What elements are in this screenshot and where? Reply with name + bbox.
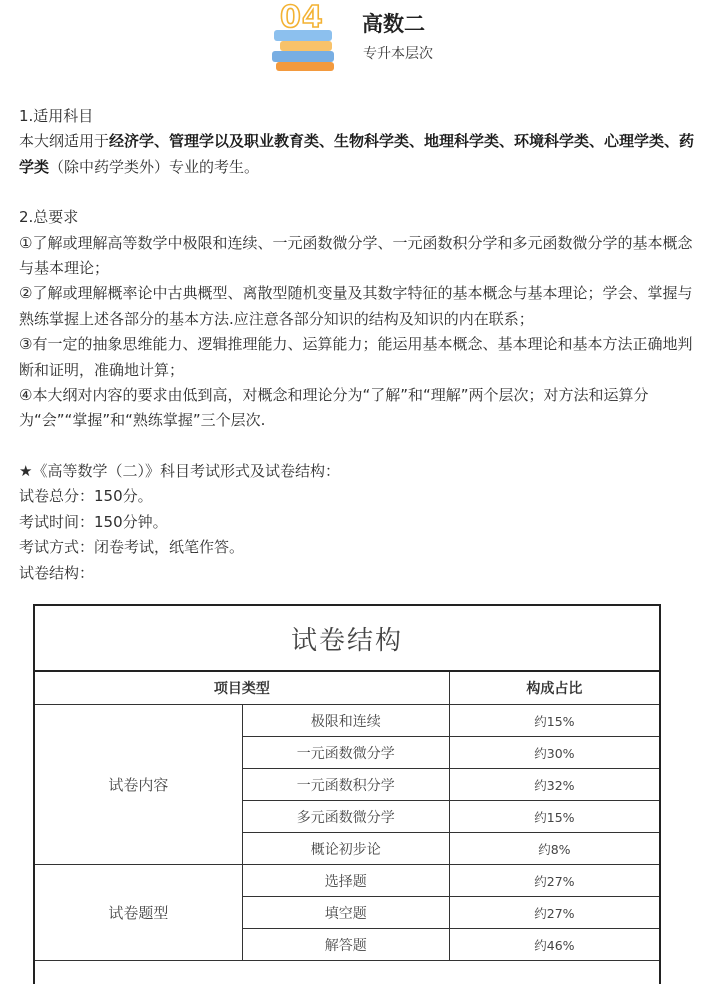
subjects-suffix: （除中药学类外）专业的考生。 <box>49 157 260 176</box>
book-shape <box>280 41 332 51</box>
ratio-cell: 约30% <box>449 737 659 769</box>
item-cell: 解答题 <box>242 929 449 961</box>
exam-heading: ★《高等数学（二）》科目考试形式及试卷结构： <box>19 461 340 480</box>
requirement-item: ④本大纲对内容的要求由低到高，对概念和理论分为“了解”和“理解”两个层次；对方法和运算分为“会”“掌握”和“熟练掌握”三个层次. <box>19 386 649 430</box>
ratio-cell: 约15% <box>449 801 659 833</box>
books-icon <box>272 0 342 70</box>
ratio-cell: 约27% <box>449 865 659 897</box>
article-body <box>19 104 699 586</box>
subjects-paragraph <box>19 129 699 180</box>
item-cell: 概论初步论 <box>242 833 449 865</box>
book-shape <box>272 51 334 62</box>
ratio-cell: 约15% <box>449 705 659 737</box>
header <box>0 0 716 80</box>
item-cell: 多元函数微分学 <box>242 801 449 833</box>
ratio-cell: 约46% <box>449 929 659 961</box>
group-label: 试卷内容 <box>35 705 242 865</box>
requirements-heading: 2.总要求 <box>19 208 79 227</box>
ratio-cell: 约32% <box>449 769 659 801</box>
table-row <box>35 865 659 897</box>
item-cell: 选择题 <box>242 865 449 897</box>
requirement-item: ②了解或理解概率论中古典概型、离散型随机变量及其数字特征的基本概念与基本理论；学会、掌握与熟练掌握上述各部分的基本方法.应注意各部分知识的结构及知识的内在联系； <box>19 284 693 328</box>
item-cell: 一元函数积分学 <box>242 769 449 801</box>
column-header-ratio: 构成占比 <box>449 672 659 705</box>
table-header-row <box>35 672 659 705</box>
subjects-prefix: 本大纲适用于 <box>19 132 110 151</box>
requirement-item: ③有一定的抽象思维能力、逻辑推理能力、运算能力；能运用基本概念、基本理论和基本方法正确地判断和证明，准确地计算； <box>19 335 693 379</box>
ratio-cell: 约8% <box>449 833 659 865</box>
page-subtitle: 专升本层次 <box>363 46 433 62</box>
subjects-heading: 1.适用科目 <box>19 107 94 125</box>
item-cell: 一元函数微分学 <box>242 737 449 769</box>
book-shape <box>276 62 334 71</box>
item-cell: 极限和连续 <box>242 705 449 737</box>
exam-line: 考试方式：闭卷考试，纸笔作答。 <box>19 538 245 557</box>
exam-line: 考试时间：150分钟。 <box>19 512 168 531</box>
structure-table <box>35 672 659 961</box>
column-header-type: 项目类型 <box>35 672 449 705</box>
exam-line: 试卷总分：150分。 <box>19 487 153 506</box>
table-row <box>35 705 659 737</box>
item-cell: 填空题 <box>242 897 449 929</box>
subjects-bold: 经济学、管理学以及职业教育类、生物科学类、地理科学类、环境科学类、心理学类、药学类 <box>19 132 695 176</box>
ratio-cell: 约27% <box>449 897 659 929</box>
badge-number: 04 <box>280 0 324 35</box>
group-label: 试卷题型 <box>35 865 242 961</box>
table-title: 试卷结构 <box>35 606 659 672</box>
requirement-item: ①了解或理解高等数学中极限和连续、一元函数微分学、一元函数积分学和多元函数微分学的基本概念与基本理论； <box>19 233 693 278</box>
page-title: 高数二 <box>362 12 425 36</box>
exam-structure-table <box>33 604 661 984</box>
exam-line: 试卷结构： <box>19 563 95 582</box>
